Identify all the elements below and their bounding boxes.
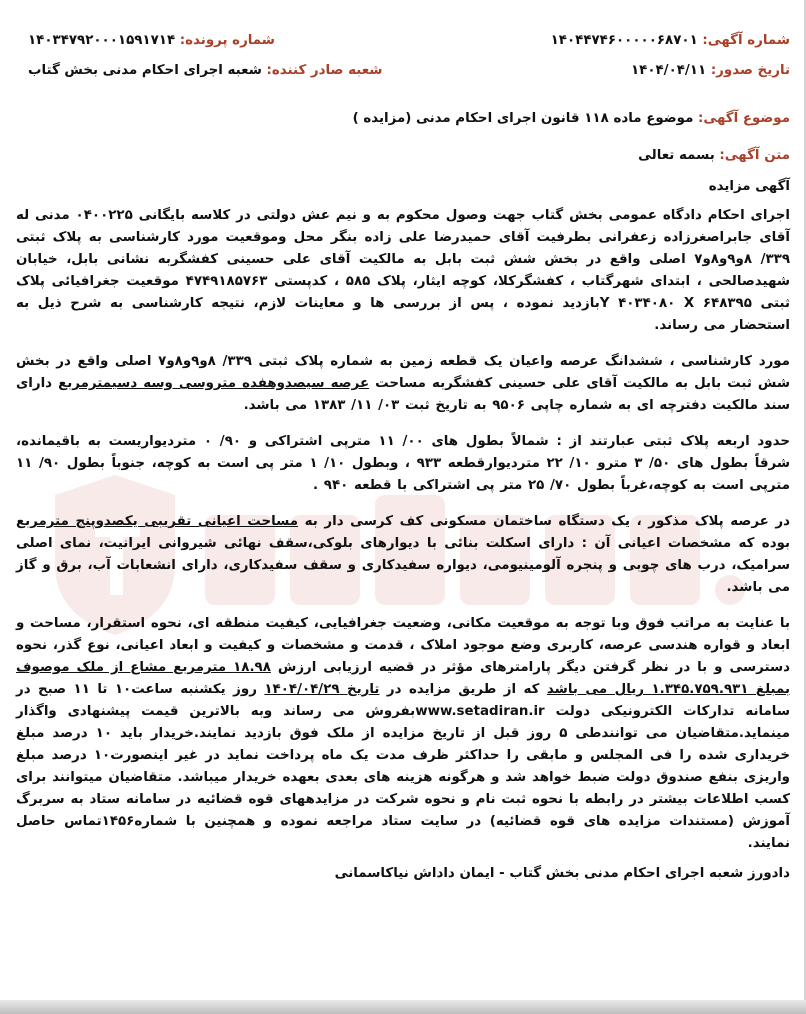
valuation-amount-underlined: ۱۸.۹۸ مترمربع مشاع از ملک موصوف بمبلغ ۱.۳۴۵.۷۵۹.۹۳۱ ریال می باشد — [16, 660, 791, 697]
issuer — [28, 60, 382, 82]
text-opening: بسمه تعالی — [638, 148, 715, 163]
notice-heading: آگهی مزایده — [708, 179, 790, 194]
notice-number — [551, 30, 790, 52]
paragraph-property-part-b: دارای سند مالکیت دفترچه ای به شماره چاپی ۹۵۰۶ به تاریخ ثبت ۰۳/ ۱۱/ ۱۳۸۳ می باشد. — [16, 376, 790, 413]
text-label: متن آگهی: — [719, 148, 790, 163]
meta-row-2 — [16, 60, 790, 82]
subject-value: موضوع ماده ۱۱۸ قانون اجرای احکام مدنی (مزایده ) — [352, 111, 694, 126]
issue-date-label: تاریخ صدور: — [710, 63, 790, 78]
paragraph-building-part-b: بوده که مشخصات اعیانی آن : دارای اسکلت بنائی با دیوارهای بلوکی،سقف نهائی شیروانی ایرانیت، نمای اصلی سرامیک، درب های چوبی و پنجره آلومینیومی، دیواره سفیدکاری و سقف سفیدکاری، دارای انشعابات آب، برق و گاز می باشد. — [16, 536, 790, 595]
auction-date-underlined: تاریخ ۱۴۰۴/۰۴/۲۹ — [264, 682, 380, 697]
notice-content — [16, 30, 790, 885]
paragraph-valuation-part-c: روز یکشنبه ساعت۱۰ تا ۱۱ صبح در سامانه تدارکات الکترونیکی دولت www.setadiran.irبفروش می رساند وبه بالاترین قیمت پیشنهادی واگذار مینماید.متقاضیان می توانندطی ۵ روز قبل از تاریخ مزایده از ملک فوق بازدید نمایند.خریدار باید ۱۰ درصد مبلغ خریداری شده را فی المجلس و مابقی را حداکثر ظرف مدت یک ماه پرداخت نماید در غیر اینصورت۱۰ درصد مبلغ واریزی بنفع صندوق دولت ضبط خواهد شد و هرگونه هزینه های بعدی بعهده خریدار میباشد. متقاضیان میتوانند برای کسب اطلاعات بیشتر در رابطه با نحوه ثبت نام و نحوه شرکت در مزایدههای قوه قضائیه در سامانه ستاد به سربرگ آموزش (مستندات مزایده های قوه قضائیه) در سایت ستاد مراجعه نموده و همچنین با شماره۱۴۵۶تماس حاصل نمایند. — [16, 682, 791, 851]
issuer-label: شعبه صادر کننده: — [266, 63, 383, 78]
paragraph-intro: اجرای احکام دادگاه عمومی بخش گتاب جهت وصول محکوم به و نیم عش دولتی در کلاسه بایگانی ۰۴۰۰۲۲۵ مدنی له آقای جابراصغرزاده زعفرانی بطرفیت آقای حمیدرضا علی زاده بنگر محل وموقعیت مورد کارشناسی به پلاک ثبتی ۳۳۹/ ۸و۹و۸و۷ اصلی واقع در بخش شش ثبت بابل به مالکیت آقای علی حسینی کفشگربه نشانی بابل، خیابان شهیدصالحی ، ابتدای شهرگتاب ، کفشگرکلا، کوچه ایثار، پلاک ۵۸۵ ، کدپستی ۴۷۴۹۱۸۵۷۶۳ موقعیت جغرافیائی پلاک ثبتی ۶۴۸۳۹۵ Y ۴۰۳۴۰۸۰ Xبازدید نموده ، پس از بررسی ها و معاینات لازم، نتیجه کارشناسی به شرح ذیل به استحضار می رساند. — [16, 208, 791, 333]
case-number-value: ۱۴۰۳۴۷۹۲۰۰۰۱۵۹۱۷۱۴ — [28, 33, 176, 48]
paragraph-property — [16, 351, 790, 417]
notice-subject — [16, 108, 790, 130]
paragraph-valuation — [16, 613, 790, 855]
subject-label: موضوع آگهی: — [698, 111, 790, 126]
issuer-value: شعبه اجرای احکام مدنی بخش گتاب — [28, 63, 262, 78]
case-number-label: شماره پرونده: — [179, 33, 275, 48]
property-area-underlined: عرصه سیصدوهفده متروسی وسه دسیمترمربع — [58, 376, 370, 391]
paragraph-property-part-a: مورد کارشناسی ، ششدانگ عرصه واعیان یک قطعه زمین به شماره پلاک ثبتی ۳۳۹/ ۸و۹و۸و۷ اصلی واقع در بخش شش ثبت بابل به مالکیت آقای علی حسینی کفشگربه مساحت — [16, 354, 790, 391]
case-number — [28, 30, 275, 52]
signature-line: دادورز شعبه اجرای احکام مدنی بخش گتاب - ایمان داداش نیاکاسمانی — [334, 866, 790, 881]
issue-date — [631, 60, 790, 82]
window-bottom-strip — [0, 1000, 806, 1014]
building-area-underlined: مساحت اعیانی تقریبی یکصدوپنج مترمربع — [16, 514, 299, 529]
notice-number-value: ۱۴۰۴۴۷۴۶۰۰۰۰۰۶۸۷۰۱ — [550, 33, 698, 48]
meta-row-1 — [16, 30, 790, 52]
issue-date-value: ۱۴۰۴/۰۴/۱۱ — [630, 63, 707, 78]
paragraph-valuation-part-b: که از طریق مزایده در — [386, 682, 540, 697]
paragraph-valuation-part-a: با عنایت به مراتب فوق وبا توجه به موقعیت مکانی، وضعیت جغرافیایی، کیفیت منطقه ای، نحوه استقرار، مساحت و ابعاد و قواره هندسی عرصه، کاربری وضع موجود املاک ، قدمت و مشخصات و کیفیت و ابعاد اعیانی، نوع گذر، نحوه دسترسی و با در نظر گرفتن دیگر پارامترهای مؤثر در قضیه ارزیابی ارزش — [16, 616, 790, 675]
paragraph-building-part-a: در عرصه پلاک مذکور ، یک دستگاه ساختمان مسکونی کف کرسی دار به — [304, 514, 790, 529]
paragraph-boundaries: حدود اربعه پلاک ثبتی عبارتند از : شمالاً بطول های ۰۰/ ۱۱ مترپی اشتراکی و ۹۰/ ۰ متردیواریست به باقیمانده، شرقاً بطول های ۵۰/ ۳ مترو ۱۰/ ۲۲ متردیوارقطعه ۹۳۳ ، وبطول ۱۰/ ۱ متر پی است به کوچه، جنوباً بطول ۹۰/ ۱۱ مترپی است به کوچه،غرباً بطول ۷۰/ ۲۵ متر پی اشتراکی با قطعه ۹۴۰ . — [16, 434, 791, 493]
notice-number-label: شماره آگهی: — [702, 33, 790, 48]
paragraph-building — [16, 511, 790, 599]
notice-text-header — [16, 145, 790, 167]
